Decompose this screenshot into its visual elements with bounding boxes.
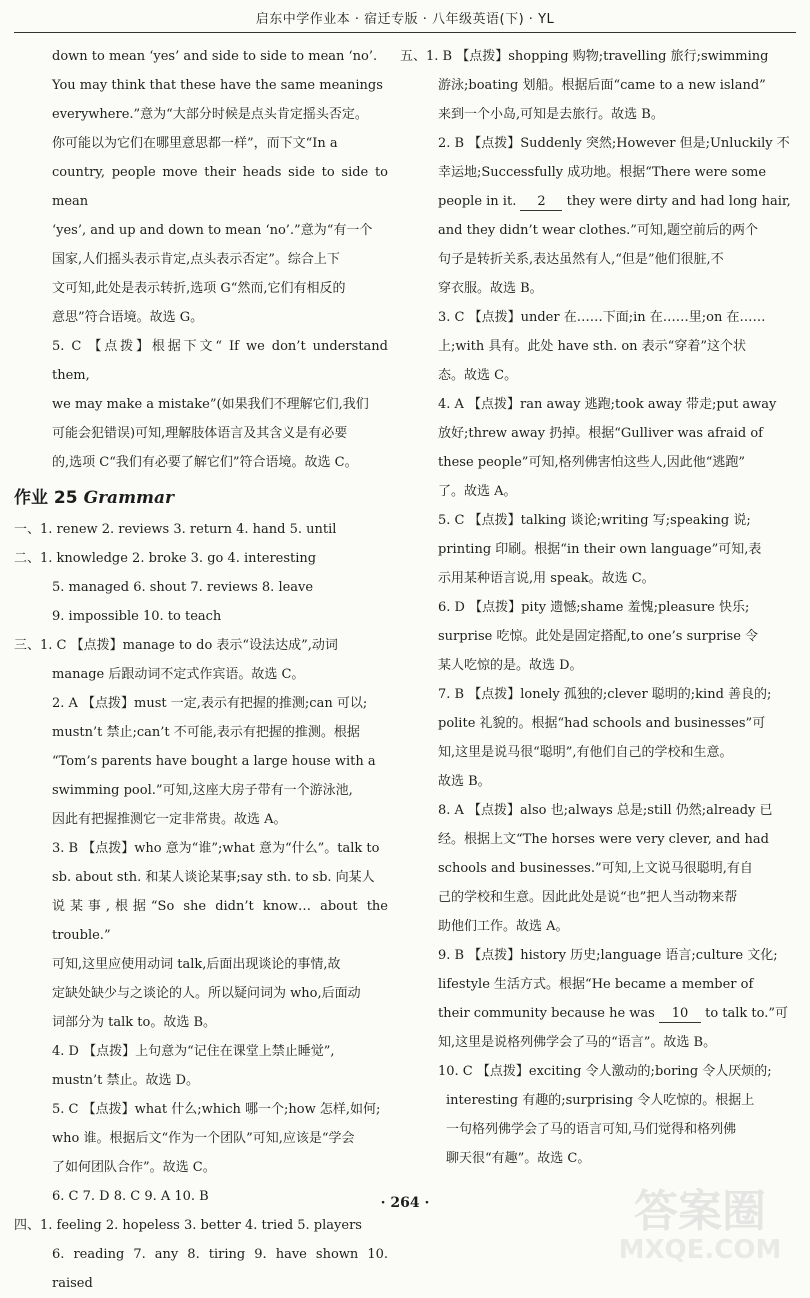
- part-one-answers: 一、1. renew 2. reviews 3. return 4. hand 5. until: [14, 522, 337, 537]
- text-line: 10. C 【点拨】exciting 令人激动的;boring 令人厌烦的;: [438, 1064, 772, 1079]
- answer-item: [14, 834, 388, 1037]
- text-line: 经。根据上文“The horses were very clever, and had: [438, 832, 769, 847]
- text-line: 了。故选 A。: [438, 484, 517, 499]
- text-line: 词部分为 talk to。故选 B。: [52, 1015, 217, 1030]
- text-line: manage 后跟动词不定式作宾语。故选 C。: [52, 667, 305, 682]
- part-two-answers-line: 二、1. knowledge 2. broke 3. go 4. interesting: [14, 551, 317, 566]
- text-line: 6. D 【点拨】pity 遗憾;shame 羞愧;pleasure 快乐;: [438, 600, 750, 615]
- text-line: 态。故选 C。: [438, 368, 518, 383]
- answer-item: [400, 390, 796, 506]
- text-line: 上;with 具有。此处 have sth. on 表示“穿着”这个状: [438, 339, 746, 354]
- text-line: 说某事,根据“So she didn’t know… about the trouble.”: [52, 899, 388, 943]
- text-line: 你可能以为它们在哪里意思都一样”，而下文“In a: [52, 136, 338, 151]
- text-line: 知,这里是说马很“聪明”,有他们自己的学校和生意。: [438, 745, 733, 760]
- text-line: 定缺处缺少与之谈论的人。所以疑问词为 who,后面动: [52, 986, 361, 1001]
- text-line: 某人吃惊的是。故选 D。: [438, 658, 583, 673]
- text-line: You may think that these have the same meanings: [52, 78, 383, 93]
- answer-item: [400, 680, 796, 796]
- text-line: 3. C 【点拨】under 在……下面;in 在……里;on 在……: [438, 310, 766, 325]
- text-line: 5. C 【点拨】根据下文“ If we don’t understand them,: [52, 339, 388, 383]
- text-line: mustn’t 禁止;can’t 不可能,表示有把握的推测。根据: [52, 725, 360, 740]
- answer-item: [14, 332, 388, 477]
- text-line: 知,这里是说格列佛学会了马的“语言”。故选 B。: [438, 1035, 717, 1050]
- text-line: 了如何团队合作”。故选 C。: [52, 1160, 216, 1175]
- text-line: 国家,人们摇头表示肯定,点头表示否定”。综合上下: [52, 252, 340, 267]
- text-line: down to mean ‘yes’ and side to side to mean ‘no’.: [52, 49, 378, 64]
- text-line: 游泳;boating 划船。根据后面“came to a new island”: [438, 78, 766, 93]
- text-line: 可能会犯错误)可知,理解肢体语言及其含义是有必要: [52, 426, 348, 441]
- text-fragment: people in it.: [438, 194, 517, 209]
- page-number: · 264 ·: [380, 1195, 430, 1211]
- text-line: interesting 有趣的;surprising 令人吃惊的。根据上: [446, 1093, 755, 1108]
- answer-item: [400, 1057, 796, 1173]
- answer-item: [14, 689, 388, 834]
- text-line: 幸运地;Successfully 成功地。根据“There were some: [438, 165, 767, 180]
- text-line: 4. D 【点拨】上句意为“记住在课堂上禁止睡觉”,: [52, 1044, 335, 1059]
- text-fragment: their community because he was: [438, 1006, 655, 1021]
- text-line: 示用某种语言说,用 speak。故选 C。: [438, 571, 655, 586]
- section-heading-en: Grammar: [83, 488, 175, 508]
- text-line: 穿衣服。故选 B。: [438, 281, 543, 296]
- answer-item: [400, 506, 796, 593]
- text-line: 8. A 【点拨】also 也;always 总是;still 仍然;already 已: [438, 803, 773, 818]
- text-line: 来到一个小岛,可知是去旅行。故选 B。: [438, 107, 664, 122]
- text-line: 3. B 【点拨】who 意为“谁”;what 意为“什么”。talk to: [52, 841, 380, 856]
- answer-line: 6. C 7. D 8. C 9. A 10. B: [52, 1189, 209, 1204]
- text-line: 意思”符合语境。故选 G。: [52, 310, 204, 325]
- text-line: [438, 187, 796, 216]
- text-line: 9. B 【点拨】history 历史;language 语言;culture 文化;: [438, 948, 778, 963]
- text-line: 三、1. C 【点拨】manage to do 表示“设法达成”,动词: [14, 638, 338, 653]
- text-fragment: they were dirty and had long hair,: [566, 194, 791, 209]
- text-line: 句子是转折关系,表达虽然有人,“但是”他们很脏,不: [438, 252, 724, 267]
- text-line: swimming pool.”可知,这座大房子带有一个游泳池,: [52, 783, 353, 798]
- text-line: surprise 吃惊。此处是固定搭配,to one’s surprise 令: [438, 629, 759, 644]
- text-line: schools and businesses.”可知,上文说马很聪明,有自: [438, 861, 753, 876]
- text-line: printing 印刷。根据“in their own language”可知,表: [438, 542, 762, 557]
- answer-blank: 2: [520, 194, 562, 211]
- text-line: 助他们工作。故选 A。: [438, 919, 569, 934]
- part-two-answers-line: 5. managed 6. shout 7. reviews 8. leave: [52, 580, 314, 595]
- answer-item: [14, 1095, 388, 1182]
- header-rule: [14, 32, 796, 33]
- text-line: 2. A 【点拨】must 一定,表示有把握的推测;can 可以;: [52, 696, 368, 711]
- text-line: and they didn’t wear clothes.”可知,题空前后的两个: [438, 223, 759, 238]
- continued-paragraph: [14, 42, 388, 332]
- text-line: we may make a mistake”(如果我们不理解它们,我们: [52, 397, 369, 412]
- watermark-text: 答案圈: [634, 1186, 766, 1237]
- section-heading: [14, 481, 388, 515]
- watermark-logo: [600, 1176, 800, 1266]
- text-line: mustn’t 禁止。故选 D。: [52, 1073, 200, 1088]
- text-line: who 谁。根据后文“作为一个团队”可知,应该是“学会: [52, 1131, 355, 1146]
- answer-item: [400, 42, 796, 129]
- part-two-answers-line: 9. impossible 10. to teach: [52, 609, 222, 624]
- text-line: 因此有把握推测它一定非常贵。故选 A。: [52, 812, 287, 827]
- text-line: 五、1. B 【点拨】shopping 购物;travelling 旅行;swimming: [400, 49, 769, 64]
- text-line: 故选 B。: [438, 774, 491, 789]
- text-line: 聊天很“有趣”。故选 C。: [446, 1151, 591, 1166]
- left-column: [14, 42, 388, 1298]
- text-line: these people”可知,格列佛害怕这些人,因此他“逃跑”: [438, 455, 746, 470]
- text-line: 5. C 【点拨】what 什么;which 哪一个;how 怎样,如何;: [52, 1102, 381, 1117]
- text-line: 可知,这里应使用动词 talk,后面出现谈论的事情,故: [52, 957, 341, 972]
- text-line: 放好;threw away 扔掉。根据“Gulliver was afraid of: [438, 426, 763, 441]
- watermark-url: MXQE.COM: [618, 1235, 782, 1265]
- part-four-answers-line: 四、1. feeling 2. hopeless 3. better 4. tried 5. players: [14, 1218, 362, 1233]
- text-line: polite 礼貌的。根据“had schools and businesses”可: [438, 716, 766, 731]
- answer-item: [14, 1037, 388, 1095]
- text-line: 文可知,此处是表示转折,选项 G“然而,它们有相反的: [52, 281, 346, 296]
- text-line: lifestyle 生活方式。根据“He became a member of: [438, 977, 754, 992]
- section-heading-cn: 作业 25: [14, 488, 78, 508]
- text-line: 的,选项 C“我们有必要了解它们”符合语境。故选 C。: [52, 455, 358, 470]
- text-line: 己的学校和生意。因此此处是说“也”把人当动物来帮: [438, 890, 738, 905]
- text-line: sb. about sth. 和某人谈论某事;say sth. to sb. 向某人: [52, 870, 375, 885]
- text-line: ‘yes’, and up and down to mean ‘no’.”意为“有一个: [52, 223, 373, 238]
- answer-item: [400, 796, 796, 941]
- answer-item: [14, 631, 388, 689]
- text-line: 一句格列佛学会了马的语言可知,马们觉得和格列佛: [446, 1122, 737, 1137]
- text-line: 4. A 【点拨】ran away 逃跑;took away 带走;put away: [438, 397, 777, 412]
- answer-item: [400, 303, 796, 390]
- text-line: [438, 999, 796, 1028]
- running-header: 启东中学作业本 · 宿迁专版 · 八年级英语(下) · YL: [255, 12, 555, 27]
- part-four-answers-line: 6. reading 7. any 8. tiring 9. have shown 10. raised: [52, 1247, 388, 1291]
- right-column: [400, 42, 796, 1173]
- text-line: “Tom’s parents have bought a large house with a: [52, 754, 376, 769]
- answer-blank: 10: [659, 1006, 701, 1023]
- text-line: 7. B 【点拨】lonely 孤独的;clever 聪明的;kind 善良的;: [438, 687, 772, 702]
- text-fragment: to talk to.”可: [705, 1006, 789, 1021]
- answer-item: [400, 129, 796, 303]
- text-line: everywhere.”意为“大部分时候是点头肯定摇头否定。: [52, 107, 368, 122]
- answer-item: [400, 593, 796, 680]
- text-line: 5. C 【点拨】talking 谈论;writing 写;speaking 说;: [438, 513, 751, 528]
- text-line: country, people move their heads side to side to mean: [52, 165, 388, 209]
- text-line: 2. B 【点拨】Suddenly 突然;However 但是;Unluckily 不: [438, 136, 790, 151]
- answer-item: [400, 941, 796, 1057]
